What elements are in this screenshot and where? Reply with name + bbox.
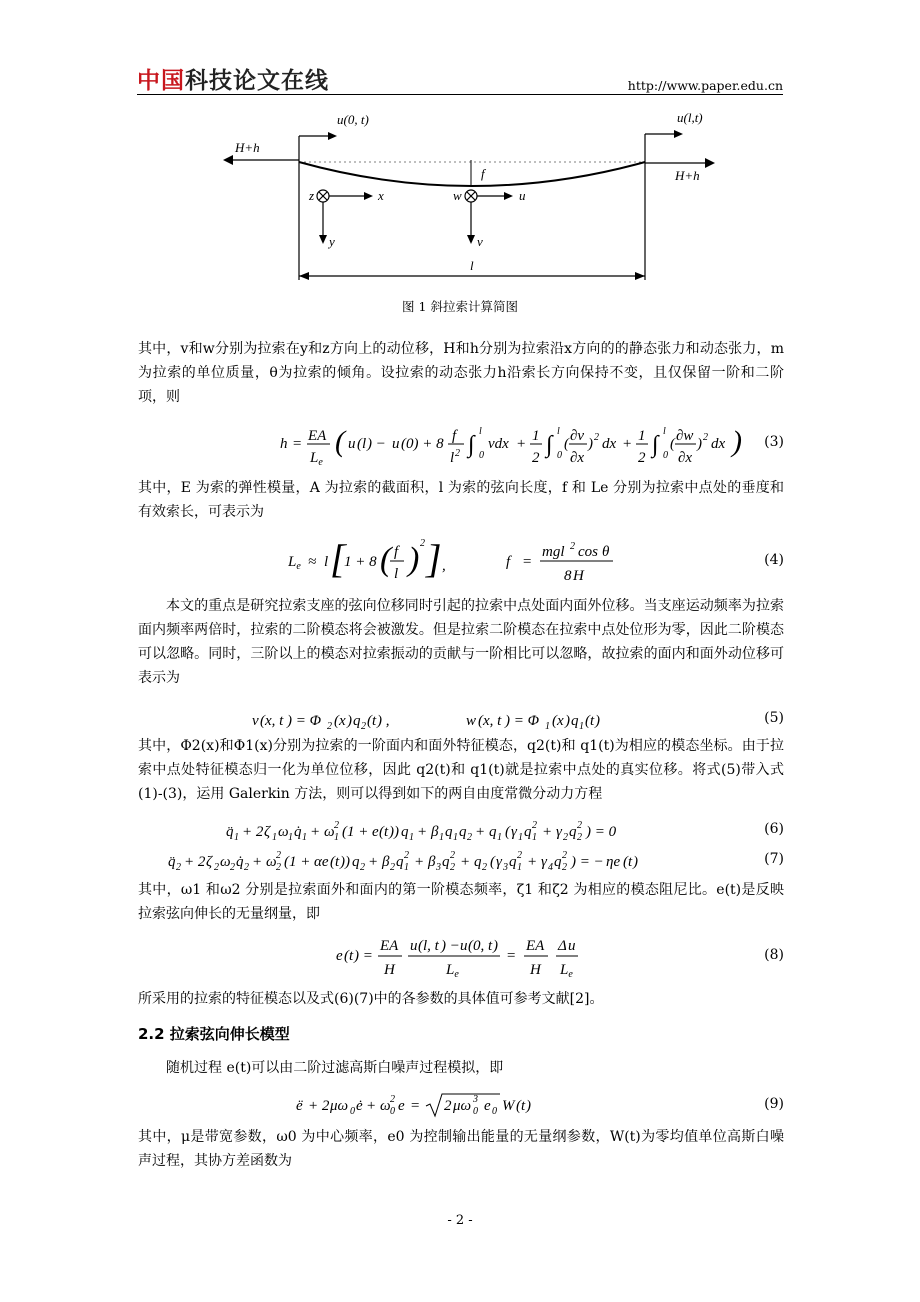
svg-text:(: ( bbox=[552, 713, 557, 729]
svg-text:EA: EA bbox=[380, 938, 399, 954]
svg-text:vdx: vdx bbox=[488, 436, 509, 452]
svg-text:): ) bbox=[347, 713, 352, 729]
svg-text:+: + bbox=[622, 436, 633, 452]
svg-text:): ) bbox=[493, 938, 498, 954]
svg-text:q: q bbox=[459, 824, 467, 840]
svg-text:t: t bbox=[488, 938, 493, 954]
svg-text:x: x bbox=[557, 713, 564, 729]
svg-text:) = 0: ) = 0 bbox=[586, 824, 617, 840]
svg-text:1: 1 bbox=[302, 832, 307, 843]
svg-text:u: u bbox=[410, 938, 418, 954]
svg-text:β: β bbox=[382, 854, 390, 870]
svg-text:EA: EA bbox=[526, 938, 545, 954]
svg-text:2: 2 bbox=[176, 862, 181, 873]
svg-text:∂x: ∂x bbox=[678, 450, 693, 466]
svg-text:): ) bbox=[732, 425, 742, 458]
svg-text:(: ( bbox=[379, 824, 384, 840]
svg-text:) −: ) − bbox=[441, 938, 460, 954]
svg-text:2: 2 bbox=[404, 850, 409, 861]
svg-text:l: l bbox=[324, 554, 329, 570]
svg-text:γ: γ bbox=[511, 824, 517, 840]
svg-text:2: 2 bbox=[334, 820, 339, 831]
svg-text:q̈: q̈ bbox=[226, 824, 234, 840]
svg-text:2: 2 bbox=[244, 862, 249, 873]
svg-text:e: e bbox=[398, 1098, 405, 1114]
svg-text:1 + 8: 1 + 8 bbox=[344, 554, 377, 570]
svg-text:1: 1 bbox=[517, 862, 522, 873]
svg-text:) = Φ: ) = Φ bbox=[287, 713, 322, 729]
svg-text:t: t bbox=[372, 713, 377, 729]
svg-text:Le: $L_e$ bbox=[560, 962, 573, 980]
svg-text:2: 2 bbox=[562, 862, 567, 873]
svg-text:): ) bbox=[697, 436, 702, 452]
svg-text:∫: ∫ bbox=[652, 432, 659, 458]
svg-text:dx: dx bbox=[711, 436, 726, 452]
svg-text:1: 1 bbox=[409, 832, 414, 843]
svg-text:(: ( bbox=[367, 713, 372, 729]
svg-text:(: ( bbox=[516, 1098, 521, 1114]
svg-text:(: ( bbox=[505, 824, 510, 840]
svg-text:(: ( bbox=[623, 854, 628, 870]
svg-text:u: u bbox=[568, 938, 576, 954]
svg-text:8: 8 bbox=[564, 568, 572, 584]
svg-text:(: ( bbox=[335, 425, 345, 458]
svg-text:3: 3 bbox=[473, 1094, 478, 1105]
svg-text:2: 2 bbox=[703, 432, 708, 443]
equation-4: $L_e$ ≈ l [ 1 + 8 ( f l ) 2 ] , f = mgl 2 cos θ 8 H (4) bbox=[288, 536, 784, 584]
svg-text:l: l bbox=[394, 566, 399, 582]
label-x: x bbox=[378, 188, 384, 203]
svg-text:+ 2: + 2 bbox=[242, 824, 264, 840]
svg-text:t: t bbox=[590, 713, 595, 729]
svg-text:+: + bbox=[366, 1098, 377, 1114]
svg-text:,: , bbox=[442, 558, 446, 574]
svg-text:(1 +: (1 + bbox=[284, 854, 311, 870]
svg-text:0: 0 bbox=[479, 450, 484, 461]
svg-text:ζ: ζ bbox=[206, 854, 213, 870]
svg-text:f: f bbox=[394, 544, 399, 560]
svg-text:(1 +: (1 + bbox=[342, 824, 369, 840]
svg-text:ηe: ηe bbox=[606, 854, 621, 870]
svg-text:H: H bbox=[384, 962, 395, 978]
svg-text:1: 1 bbox=[638, 428, 646, 444]
svg-text:2: 2 bbox=[482, 862, 487, 873]
svg-text:1: 1 bbox=[497, 832, 502, 843]
svg-text:2: 2 bbox=[467, 832, 472, 843]
svg-text:q̈: q̈ bbox=[168, 854, 176, 870]
svg-text:): ) bbox=[588, 436, 593, 452]
figure-caption: 图 1 斜拉索计算简图 bbox=[402, 299, 518, 314]
svg-text:)): )) bbox=[389, 824, 399, 840]
equation-3: h = EA $L_e$ ( u ( l ) − u (0) + 8 f l 2 ∫ l 0 vdx + 1 2 ∫ l 0 ( ∂v ∂x ) 2 dx + 1 2 ∫ l 0 ( ∂w ∂x ) 2 dx ) (3) bbox=[280, 425, 784, 468]
svg-text:1: 1 bbox=[272, 832, 277, 843]
svg-text:q: q bbox=[396, 854, 404, 870]
svg-text:x: x bbox=[339, 713, 346, 729]
svg-text:u: u bbox=[460, 938, 468, 954]
svg-text:q̇: q̇ bbox=[294, 824, 302, 840]
svg-text:dx: dx bbox=[602, 436, 617, 452]
paragraph-7: 随机过程 e(t)可以由二阶过滤高斯白噪声过程模拟，即 bbox=[166, 1060, 504, 1076]
svg-text:l: l bbox=[450, 450, 455, 466]
equation-8: e ( t ) = EA H u ( l, t ) − u (0, t ) $L_e$ = EA H Δ u $L_e$ (8) bbox=[336, 938, 784, 980]
svg-text:u: u bbox=[348, 436, 356, 452]
svg-text:+: + bbox=[516, 436, 527, 452]
svg-text:0: 0 bbox=[350, 1106, 355, 1117]
svg-text:=: = bbox=[410, 1098, 421, 1114]
svg-text:x, t: x, t bbox=[265, 713, 284, 729]
header-url[interactable]: http://www.paper.edu.cn bbox=[627, 78, 783, 93]
svg-text:): ) bbox=[408, 541, 420, 578]
paragraph-8: 其中，μ是带宽参数，ω0 为中心频率，e0 为控制输出能量的无量纲参数，W(t)为零均值单位高斯白噪声过程，其协方差函数为 bbox=[138, 1129, 784, 1169]
svg-text:+ 2: + 2 bbox=[184, 854, 206, 870]
svg-text:2: 2 bbox=[577, 832, 582, 843]
svg-text:t: t bbox=[335, 854, 340, 870]
svg-text:e: e bbox=[372, 824, 379, 840]
svg-text:e: e bbox=[484, 1098, 491, 1114]
svg-text:2: 2 bbox=[577, 820, 582, 831]
svg-text:): ) bbox=[526, 1098, 531, 1114]
svg-text:u: u bbox=[392, 436, 400, 452]
section-heading: 2.2 拉索弦向伸长模型 bbox=[138, 1025, 290, 1043]
svg-text:1: 1 bbox=[288, 832, 293, 843]
svg-text:w: w bbox=[466, 713, 477, 729]
svg-text:4: 4 bbox=[548, 862, 553, 873]
svg-text:): ) bbox=[595, 713, 600, 729]
svg-text:2: 2 bbox=[594, 432, 599, 443]
label-tension-left: H+h bbox=[235, 140, 260, 155]
svg-text:q: q bbox=[353, 713, 361, 729]
svg-text:αe: αe bbox=[314, 854, 329, 870]
svg-text:2: 2 bbox=[450, 862, 455, 873]
svg-text:+ 2: + 2 bbox=[308, 1098, 330, 1114]
svg-text:Le: $L_e$ bbox=[446, 962, 459, 980]
svg-text:q: q bbox=[352, 854, 360, 870]
paragraph-3: 本文的重点是研究拉索支座的弦向位移同时引起的拉索中点处面内面外位移。当支座运动频率为拉索面内频率两倍时，拉索的二阶模态将会被激发。但是拉索二阶模态在拉索中点处位形为零，因此二阶模态可以忽略。同时，三阶以上的模态对拉索振动的贡献与一阶相比可以忽略，故拉索的面内和面外动位移可表示为 bbox=[138, 598, 784, 686]
svg-text:2: 2 bbox=[532, 450, 540, 466]
svg-text:]: ] bbox=[426, 536, 442, 581]
label-v: v bbox=[477, 234, 483, 249]
svg-text:q: q bbox=[554, 854, 562, 870]
svg-text:3: 3 bbox=[503, 862, 508, 873]
svg-text:β: β bbox=[428, 854, 436, 870]
svg-text:+: + bbox=[368, 854, 379, 870]
svg-text:+: + bbox=[527, 854, 538, 870]
svg-text:(: ( bbox=[670, 436, 675, 452]
svg-text:2: 2 bbox=[276, 850, 281, 861]
svg-text:q: q bbox=[524, 824, 532, 840]
svg-text:2: 2 bbox=[390, 862, 395, 873]
svg-text:1: 1 bbox=[234, 832, 239, 843]
svg-text:(0,: (0, bbox=[468, 938, 485, 954]
svg-text:+: + bbox=[542, 824, 553, 840]
svg-text:2: 2 bbox=[360, 862, 365, 873]
svg-text:q: q bbox=[571, 713, 579, 729]
svg-text:mgl: mgl bbox=[542, 544, 565, 560]
svg-text:Δ: Δ bbox=[558, 938, 567, 954]
svg-text:) ,: ) , bbox=[377, 713, 390, 729]
svg-text:θ: θ bbox=[602, 544, 610, 560]
svg-text:0: 0 bbox=[473, 1106, 478, 1117]
svg-text:H: H bbox=[573, 568, 584, 584]
svg-text:Le: $L_e$ bbox=[288, 554, 301, 572]
svg-text:(0) + 8: (0) + 8 bbox=[401, 436, 444, 452]
svg-text:∫: ∫ bbox=[468, 432, 475, 458]
svg-text:∂x: ∂x bbox=[570, 450, 585, 466]
paragraph-2: 其中，E 为索的弹性模量，A 为拉索的截面积，l 为索的弦向长度，f 和 Le 分别为拉索中点处的垂度和有效索长，可表示为 bbox=[138, 480, 784, 520]
svg-text:β: β bbox=[431, 824, 439, 840]
svg-text:cos: cos bbox=[578, 544, 598, 560]
svg-text:2: 2 bbox=[230, 862, 235, 873]
label-sag: f bbox=[481, 166, 485, 181]
header-rule bbox=[137, 94, 783, 95]
svg-text:∂w: ∂w bbox=[676, 428, 694, 444]
svg-text:q̇: q̇ bbox=[236, 854, 244, 870]
svg-text:(: ( bbox=[418, 938, 423, 954]
svg-text:q: q bbox=[509, 854, 517, 870]
svg-text:EA: EA bbox=[308, 428, 327, 444]
svg-text:μω: μω bbox=[330, 1098, 349, 1114]
svg-text:0: 0 bbox=[492, 1106, 497, 1117]
svg-text:1: 1 bbox=[532, 832, 537, 843]
svg-text:1: 1 bbox=[453, 832, 458, 843]
svg-text:l: l bbox=[557, 426, 560, 437]
svg-text:) =: ) = bbox=[354, 948, 373, 964]
svg-text:(: ( bbox=[330, 854, 335, 870]
equation-7: q̈ 2 + 2 ζ 2 ω 2 q̇ 2 + ω 2 2 (1 + αe ( t )) q 2 + β 2 q 1 2 + β 3 q 2 2 + q 2 ( γ 3 q 1 2 + γ 4 q 2 2 ) = − ηe ( t ) (7) bbox=[168, 850, 784, 873]
svg-text:(: ( bbox=[585, 713, 590, 729]
svg-text:+: + bbox=[252, 854, 263, 870]
svg-text:q: q bbox=[489, 824, 497, 840]
svg-text:f: f bbox=[452, 428, 457, 444]
svg-text:(: ( bbox=[564, 436, 569, 452]
svg-text:1: 1 bbox=[545, 721, 550, 732]
cable-diagram bbox=[215, 108, 715, 293]
svg-text:2: 2 bbox=[517, 850, 522, 861]
svg-text:h: h bbox=[280, 436, 288, 452]
svg-text:(: ( bbox=[380, 541, 392, 578]
svg-text:) −: ) − bbox=[367, 436, 386, 452]
svg-text:1: 1 bbox=[334, 832, 339, 843]
svg-text:l, t: l, t bbox=[423, 938, 439, 954]
svg-text:0: 0 bbox=[390, 1106, 395, 1117]
svg-text:ω: ω bbox=[380, 1098, 391, 1114]
svg-text:q: q bbox=[445, 824, 453, 840]
label-u: u bbox=[519, 188, 526, 203]
equation-6: q̈ 1 + 2 ζ 1 ω 1 q̇ 1 + ω 1 2 (1 + e ( t )) q 1 + β 1 q 1 q 2 + q 1 ( γ 1 q 1 2 + γ 2 q 2 2 ) = 0 (6) bbox=[226, 820, 784, 843]
svg-text:γ: γ bbox=[541, 854, 547, 870]
svg-text:2: 2 bbox=[455, 448, 460, 459]
svg-text:v: v bbox=[252, 713, 259, 729]
paragraph-6: 所采用的拉索的特征模态以及式(6)(7)中的各参数的具体值可参考文献[2]。 bbox=[138, 991, 604, 1007]
equation-5: v ( x, t ) = Φ 2 ( x ) q 2 ( t ) , w ( x, t ) = Φ 1 ( x ) q 1 ( t ) (5) bbox=[252, 710, 784, 732]
svg-text:ë: ë bbox=[296, 1098, 303, 1114]
svg-text:H: H bbox=[530, 962, 541, 978]
label-y: y bbox=[329, 234, 335, 249]
label-span: l bbox=[470, 258, 474, 273]
svg-text:2: 2 bbox=[327, 721, 332, 732]
svg-text:x, t: x, t bbox=[483, 713, 502, 729]
svg-text:2: 2 bbox=[562, 850, 567, 861]
svg-text:=: = bbox=[506, 948, 517, 964]
svg-text:l: l bbox=[479, 426, 482, 437]
svg-text:) = Φ: ) = Φ bbox=[505, 713, 540, 729]
svg-text:1: 1 bbox=[532, 428, 540, 444]
svg-text:∂v: ∂v bbox=[570, 428, 585, 444]
paragraph-5: 其中，ω1 和ω2 分别是拉索面外和面内的第一阶模态频率，ζ1 和ζ2 为相应的模态阻尼比。e(t)是反映拉索弦向伸长的无量纲量，即 bbox=[138, 882, 784, 922]
svg-text:ω: ω bbox=[278, 824, 289, 840]
svg-text:l: l bbox=[663, 426, 666, 437]
svg-text:ω: ω bbox=[324, 824, 335, 840]
svg-text:γ: γ bbox=[556, 824, 562, 840]
svg-text:): ) bbox=[565, 713, 570, 729]
label-u0t: u(0, t) bbox=[337, 112, 369, 127]
svg-text:ė: ė bbox=[356, 1098, 363, 1114]
svg-text:t: t bbox=[521, 1098, 526, 1114]
svg-text:f: f bbox=[506, 554, 511, 570]
svg-text:2: 2 bbox=[638, 450, 646, 466]
svg-text:1: 1 bbox=[439, 832, 444, 843]
svg-text:=: = bbox=[292, 436, 303, 452]
svg-text:0: 0 bbox=[663, 450, 668, 461]
svg-text:+: + bbox=[310, 824, 321, 840]
svg-text:0: 0 bbox=[557, 450, 562, 461]
svg-text:e: e bbox=[336, 948, 343, 964]
svg-text:(: ( bbox=[478, 713, 483, 729]
paragraph-4: 其中，Φ2(x)和Φ1(x)分别为拉索的一阶面内和面外特征模态，q2(t)和 q1(t)为相应的模态坐标。由于拉索中点处特征模态归一化为单位位移，因此 q2(t)和 q1(t)就是拉索中点处的真实位移。将式(5)带入式(1)-(3)，运用 Galerkin 方法，则可以得到如下的两自由度常微分动力方程 bbox=[138, 738, 784, 802]
svg-text:) = −: ) = − bbox=[571, 854, 604, 870]
svg-text:q: q bbox=[401, 824, 409, 840]
svg-text:2: 2 bbox=[570, 541, 575, 552]
svg-text:1: 1 bbox=[518, 832, 523, 843]
svg-text:t: t bbox=[628, 854, 633, 870]
svg-text:=: = bbox=[522, 554, 533, 570]
svg-text:μω: μω bbox=[453, 1098, 472, 1114]
svg-text:ω: ω bbox=[220, 854, 231, 870]
label-tension-right: H+h bbox=[675, 168, 700, 183]
svg-text:t: t bbox=[384, 824, 389, 840]
svg-text:≈: ≈ bbox=[308, 554, 317, 570]
svg-text:): ) bbox=[633, 854, 638, 870]
svg-text:γ: γ bbox=[496, 854, 502, 870]
svg-text:Le: $L_e$ bbox=[310, 450, 323, 468]
page-number: - 2 - bbox=[447, 1213, 473, 1228]
svg-text:+: + bbox=[414, 854, 425, 870]
svg-text:+: + bbox=[417, 824, 428, 840]
svg-text:2: 2 bbox=[390, 1094, 395, 1105]
label-ult: u(l,t) bbox=[677, 110, 703, 125]
svg-text:2: 2 bbox=[532, 820, 537, 831]
svg-text:ω: ω bbox=[266, 854, 277, 870]
svg-text:2: 2 bbox=[276, 862, 281, 873]
svg-text:[: [ bbox=[330, 536, 346, 581]
svg-text:l: l bbox=[362, 436, 367, 452]
svg-text:3: 3 bbox=[436, 862, 441, 873]
svg-text:(: ( bbox=[490, 854, 495, 870]
svg-text:(: ( bbox=[260, 713, 265, 729]
svg-text:2: 2 bbox=[563, 832, 568, 843]
svg-text:2: 2 bbox=[420, 538, 425, 549]
svg-text:)): )) bbox=[340, 854, 350, 870]
equation-9: ë + 2 μω 0 ė + ω 0 2 e = 2 μω 0 3 e 0 W ( t ) (9) bbox=[296, 1094, 784, 1117]
paragraph-1: 其中，v和w分别为拉索在y和z方向上的动位移，H和h分别为拉索沿x方向的的静态张力和动态张力，m为拉索的单位质量，θ为拉索的倾角。设拉索的动态张力h沿索长方向保持不变，且仅保留一阶和二阶项，则 bbox=[138, 341, 784, 405]
svg-text:(: ( bbox=[344, 948, 349, 964]
svg-text:2: 2 bbox=[450, 850, 455, 861]
svg-text:+: + bbox=[475, 824, 486, 840]
svg-text:1: 1 bbox=[404, 862, 409, 873]
svg-text:(: ( bbox=[334, 713, 339, 729]
label-z: z bbox=[309, 188, 315, 203]
svg-text:q: q bbox=[474, 854, 482, 870]
svg-text:2: 2 bbox=[214, 862, 219, 873]
svg-text:2: 2 bbox=[361, 721, 366, 732]
svg-text:ζ: ζ bbox=[264, 824, 271, 840]
svg-text:W: W bbox=[502, 1098, 515, 1114]
svg-text:t: t bbox=[349, 948, 354, 964]
svg-text:2: 2 bbox=[444, 1098, 452, 1114]
svg-text:∫: ∫ bbox=[546, 432, 553, 458]
svg-text:(: ( bbox=[357, 436, 362, 452]
svg-text:q: q bbox=[442, 854, 450, 870]
logo: 中国科技论文在线 bbox=[137, 68, 329, 94]
label-w: w bbox=[453, 188, 462, 203]
svg-text:+: + bbox=[460, 854, 471, 870]
svg-text:q: q bbox=[569, 824, 577, 840]
svg-text:1: 1 bbox=[579, 721, 584, 732]
